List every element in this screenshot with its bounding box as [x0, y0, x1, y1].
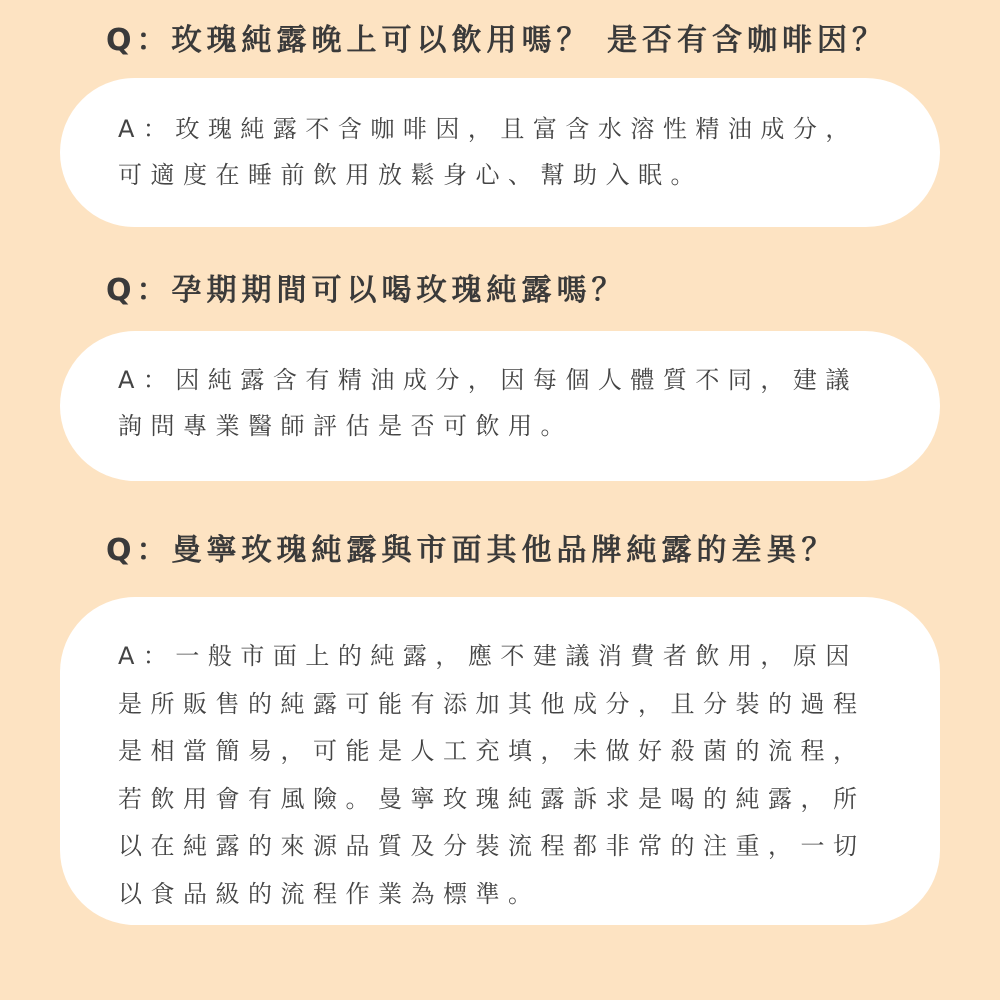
answer-line: 以食品級的流程作業為標準。: [118, 879, 541, 908]
answer-line: 詢問專業醫師評估是否可飲用。: [118, 412, 573, 440]
faq-answer-card-3: [60, 597, 940, 925]
answer-line: A：一般市面上的純露，應不建議消費者飲用，原因: [118, 642, 858, 670]
faq-question-3: Q：曼寧玫瑰純露與市面其他品牌純露的差異？: [106, 533, 837, 568]
answer-line: 若飲用會有風險。曼寧玫瑰純露訴求是喝的純露，所: [118, 784, 866, 813]
answer-line: A：玫瑰純露不含咖啡因，且富含水溶性精油成分，: [118, 115, 858, 143]
answer-line: A：因純露含有精油成分，因每個人體質不同，建議: [118, 366, 858, 394]
faq-answer-1: [118, 106, 900, 198]
answer-line: 是相當簡易，可能是人工充填，未做好殺菌的流程，: [118, 737, 866, 765]
faq-question-1: Q：玫瑰純露晚上可以飲用嗎？ 是否有含咖啡因？: [106, 23, 887, 58]
answer-line: 以在純露的來源品質及分裝流程都非常的注重，一切: [118, 832, 866, 860]
faq-answer-3: [118, 633, 900, 918]
answer-line: 是所販售的純露可能有添加其他成分，且分裝的過程: [118, 689, 866, 718]
faq-answer-card-2: [60, 331, 940, 481]
faq-answer-2: [118, 357, 900, 449]
answer-line: 可適度在睡前飲用放鬆身心、幫助入眠。: [118, 161, 703, 189]
faq-question-2: Q：孕期期間可以喝玫瑰純露嗎？: [106, 273, 627, 308]
faq-answer-card-1: [60, 78, 940, 227]
